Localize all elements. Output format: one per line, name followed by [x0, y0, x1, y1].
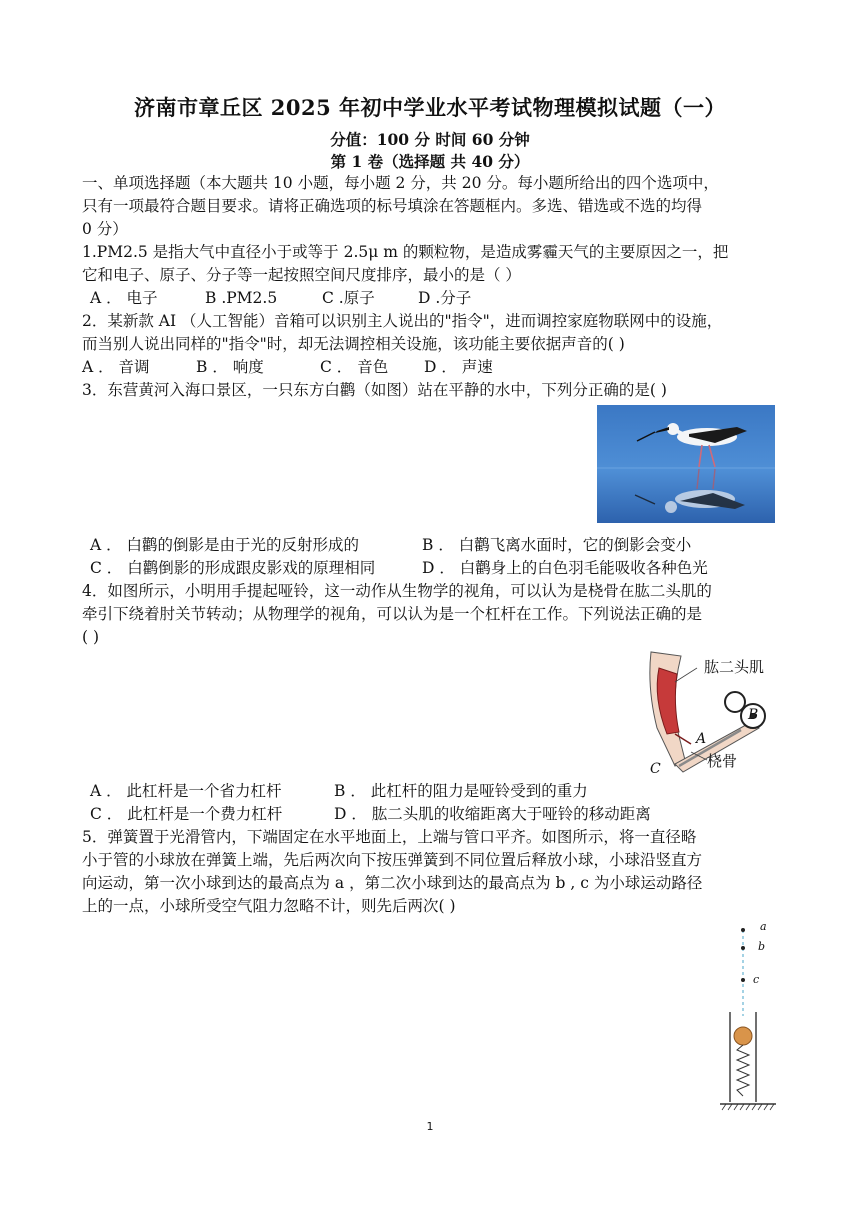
q5-stem-1: 5．弹簧置于光滑管内，下端固定在水平地面上，上端与管口平齐。如图所示，将一直径略 — [82, 828, 697, 846]
q1-option-c: C .原子 — [322, 289, 375, 307]
q1-stem-2: 它和电子、原子、分子等一起按照空间尺度排序，最小的是（ ） — [82, 266, 521, 284]
q4-stem-2: 牵引下绕着肘关节转动；从物理学的视角，可以认为是一个杠杆在工作。下列说法正确的是 — [82, 605, 703, 623]
q3-option-c: C ． 白鹳倒影的形成跟皮影戏的原理相同 — [90, 559, 376, 577]
q4-option-b: B ． 此杠杆的阻力是哑铃受到的重力 — [334, 782, 588, 800]
q5-label-c: c — [753, 973, 760, 986]
q4-stem-3: ( ) — [82, 628, 100, 646]
q5-stem-4: 上的一点，小球所受空气阻力忽略不计，则先后两次( ) — [82, 897, 456, 915]
q3-option-d: D ． 白鹳身上的白色羽毛能吸收各种色光 — [422, 559, 708, 577]
q3-option-b: B ． 白鹳飞离水面时，它的倒影会变小 — [422, 536, 692, 554]
q1-stem-1: 1.PM2.5 是指大气中直径小于或等于 2.5μ m 的颗粒物，是造成雾霾天气的主要原因之一，把 — [82, 243, 729, 261]
q4-label-a: A — [696, 731, 707, 747]
q2-stem-1: 2．某新款 AI （人工智能）音箱可以识别主人说出的"指令"，进而调控家庭物联网中的设施， — [82, 312, 723, 330]
section-instruction-2: 只有一项最符合题目要求。请将正确选项的标号填涂在答题框内。多选、错选或不选的均得 — [82, 197, 703, 215]
q2-option-a: A ． 音调 — [82, 358, 150, 376]
q4-option-c: C ． 此杠杆是一个费力杠杆 — [90, 805, 283, 823]
q5-label-a: a — [760, 920, 767, 933]
spring-tube-figure — [716, 920, 780, 1112]
section-instruction-3: 0 分） — [82, 220, 128, 238]
q4-label-b: B — [748, 707, 759, 723]
q2-option-b: B ． 响度 — [196, 358, 264, 376]
volume-heading: 第 1 卷（选择题 共 40 分） — [330, 152, 530, 171]
q4-stem-1: 4．如图所示，小明用手提起哑铃，这一动作从生物学的视角，可以认为是桡骨在肱二头肌的 — [82, 582, 712, 600]
q5-stem-3: 向运动，第一次小球到达的最高点为 a ，第二次小球到达的最高点为 b , c 为小球运动路径 — [82, 874, 703, 892]
q4-label-bone: 桡骨 — [707, 752, 738, 770]
section-instruction-1: 一、单项选择题（本大题共 10 小题，每小题 2 分，共 20 分。每小题所给出的四个选项中， — [82, 174, 719, 192]
q5-stem-2: 小于管的小球放在弹簧上端，先后两次向下按压弹簧到不同位置后释放小球，小球沿竖直方 — [82, 851, 703, 869]
q4-label-c: C — [650, 761, 661, 777]
q3-stem: 3．东营黄河入海口景区，一只东方白鹳（如图）站在平静的水中，下列分正确的是( ) — [82, 381, 667, 399]
q5-label-b: b — [758, 940, 766, 953]
q1-option-d: D .分子 — [418, 289, 472, 307]
q1-option-b: B .PM2.5 — [205, 289, 278, 307]
q3-option-a: A ． 白鹳的倒影是由于光的反射形成的 — [90, 536, 360, 554]
score-time-info: 分值：100 分 时间 60 分钟 — [330, 130, 530, 149]
q4-option-d: D ． 肱二头肌的收缩距离大于哑铃的移动距离 — [334, 805, 651, 823]
q4-label-muscle: 肱二头肌 — [704, 658, 765, 676]
q2-stem-2: 而当别人说出同样的"指令"时，却无法调控相关设施，该功能主要依据声音的( ) — [82, 335, 625, 353]
q2-option-d: D ． 声速 — [424, 358, 493, 376]
page-number: 1 — [426, 1120, 434, 1133]
egret-photo — [597, 405, 775, 523]
page-title: 济南市章丘区 2025 年初中学业水平考试物理模拟试题（一） — [133, 95, 727, 120]
q1-option-a: A ． 电子 — [90, 289, 158, 307]
q2-option-c: C ． 音色 — [320, 358, 389, 376]
q4-option-a: A ． 此杠杆是一个省力杠杆 — [90, 782, 282, 800]
